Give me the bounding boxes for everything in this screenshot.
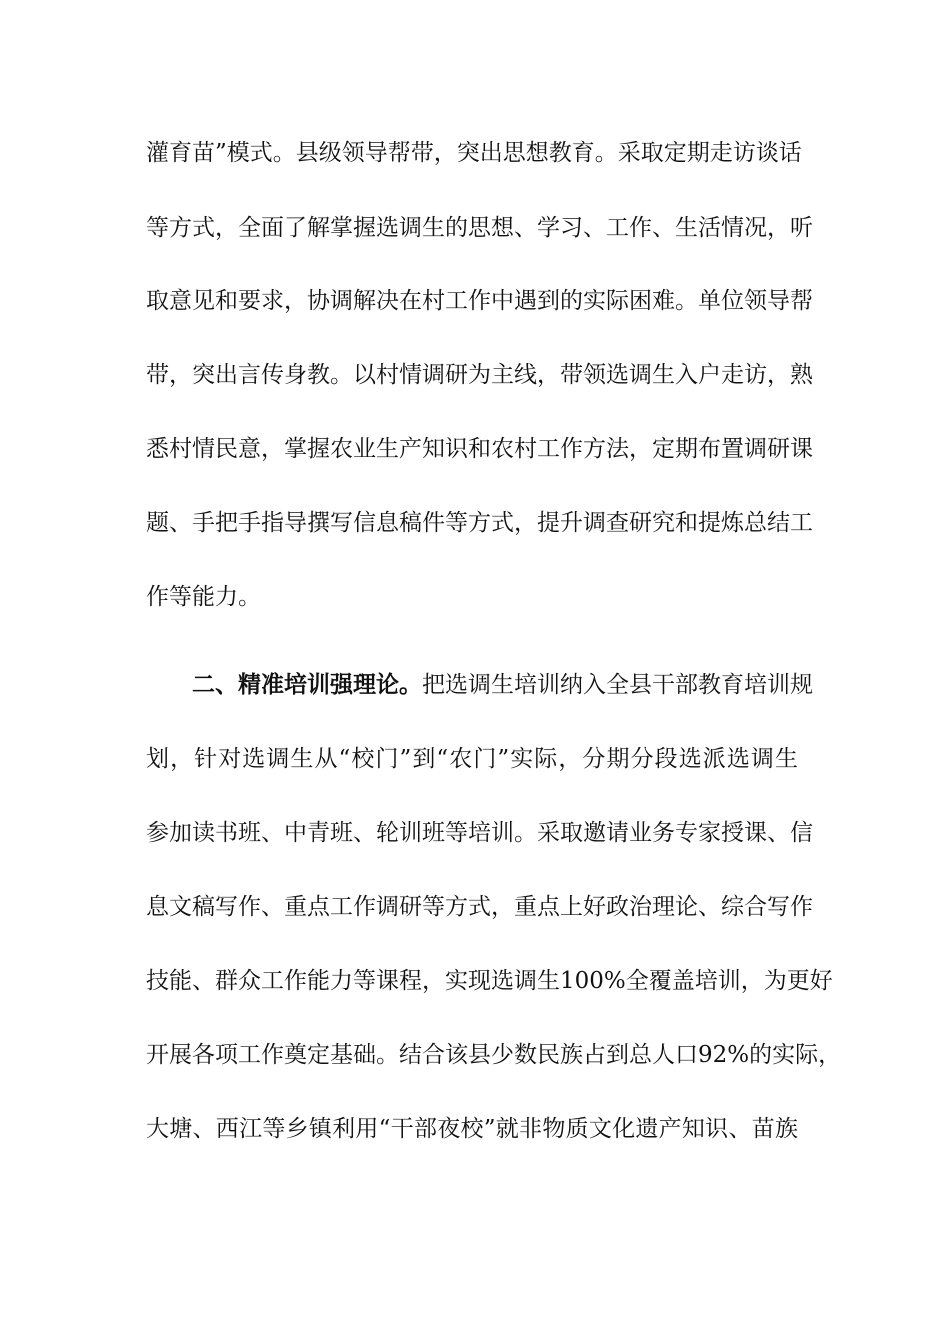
paragraph-1-line-7: 作等能力。 bbox=[146, 584, 261, 610]
paragraph-2-line-5: 技能、群众工作能力等课程，实现选调生100%全覆盖培训，为更好 bbox=[146, 968, 833, 994]
paragraph-1-line-5: 悉村情民意，掌握农业生产知识和农村工作方法，定期布置调研课 bbox=[146, 436, 813, 462]
section-heading: 二、精准培训强理论。 bbox=[192, 671, 422, 698]
paragraph-2-line-6: 开展各项工作奠定基础。结合该县少数民族占到总人口92%的实际， bbox=[146, 1042, 842, 1068]
paragraph-1-line-2: 等方式，全面了解掌握选调生的思想、学习、工作、生活情况，听 bbox=[146, 215, 813, 241]
paragraph-1-line-6: 题、手把手指导撰写信息稿件等方式，提升调查研究和提炼总结工 bbox=[146, 510, 813, 536]
paragraph-1-line-1: 灌育苗”模式。县级领导帮带，突出思想教育。采取定期走访谈话 bbox=[146, 140, 802, 166]
paragraph-2-line-2: 划，针对选调生从“校门”到“农门”实际，分期分段选派选调生 bbox=[146, 746, 798, 772]
paragraph-2-line-3: 参加读书班、中青班、轮训班等培训。采取邀请业务专家授课、信 bbox=[146, 820, 813, 846]
paragraph-2-line-1 bbox=[192, 670, 813, 700]
paragraph-1-line-4: 带，突出言传身教。以村情调研为主线，带领选调生入户走访，熟 bbox=[146, 362, 813, 388]
paragraph-1-line-3: 取意见和要求，协调解决在村工作中遇到的实际困难。单位领导帮 bbox=[146, 288, 813, 314]
paragraph-2-line-4: 息文稿写作、重点工作调研等方式，重点上好政治理论、综合写作 bbox=[146, 894, 813, 920]
paragraph-2-line-7: 大塘、西江等乡镇利用“干部夜校”就非物质文化遗产知识、苗族 bbox=[146, 1116, 798, 1142]
paragraph-2-line-1-text: 把选调生培训纳入全县干部教育培训规 bbox=[422, 672, 813, 698]
